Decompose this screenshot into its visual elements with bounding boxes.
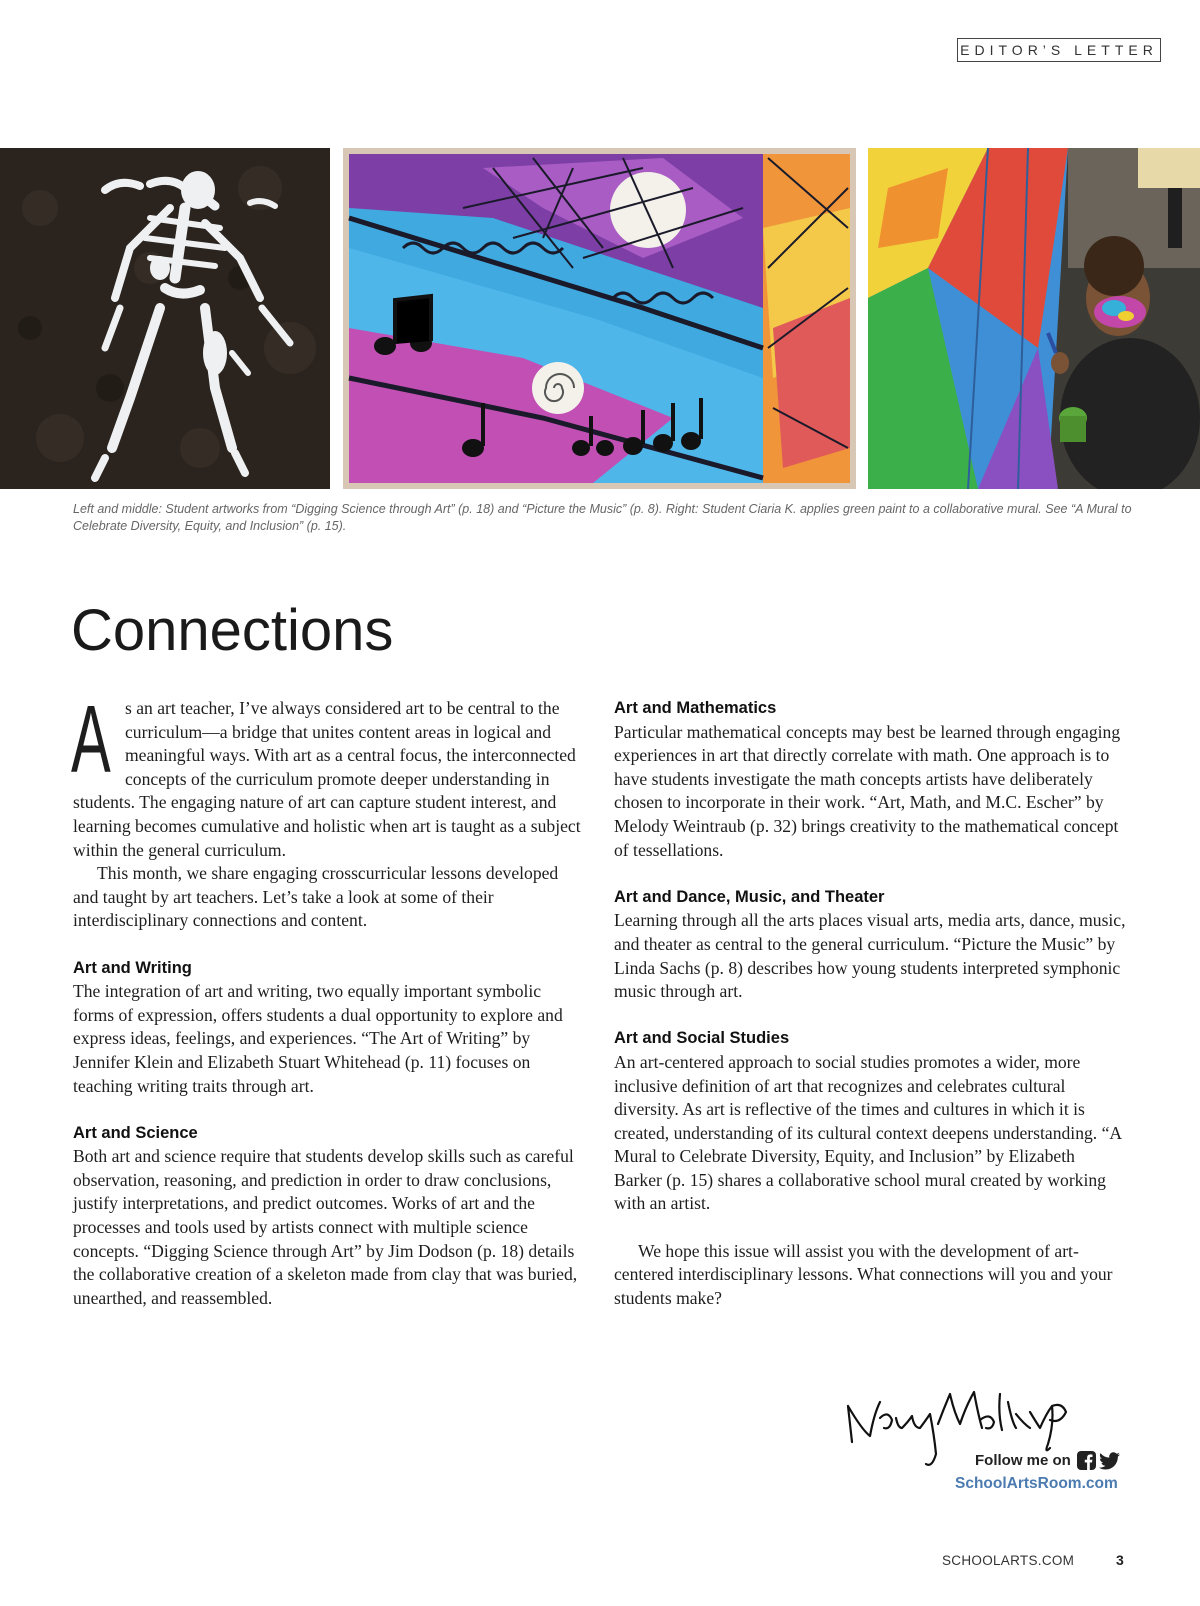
article-column-left (71, 686, 585, 1310)
section-body-writing: The integration of art and writing, two equally important symbolic forms of expression, offers students a dual opportunity to explore and express ideas, feelings, and experiences. “The Art of Writing” by Jennifer Klein and Elizabeth Stuart Whitehead (p. 11) focuses on teaching writing traits through art. (73, 981, 563, 1096)
photo-mural-student (868, 148, 1200, 489)
facebook-icon[interactable] (1077, 1451, 1096, 1470)
intro-paragraph: As an art teacher, I’ve always considered art to be central to the curriculum—a bridge that unites content areas in logical and meaningful ways. With art as a central focus, the interconnected concepts of the curriculum promote deeper understanding in students. The engaging nature of art can capture student interest, and learning becomes cumulative and holistic when art is taught as a subject within the general curriculum. (71, 686, 581, 860)
article-title: Connections (71, 598, 394, 663)
photo-caption: Left and middle: Student artworks from “Digging Science through Art” (p. 18) and “Picture the Music” (p. 8). Right: Student Ciaria K. applies green paint to a collaborative mural. See “A Mural to Celebrate Diversity, Equity, and Inclusion” (p. 15). (73, 502, 1132, 533)
section-body-mathematics: Particular mathematical concepts may best be learned through engaging experiences in art that directly correlate with math. One approach is to have students investigate the math concepts artists have deliberately chosen to incorporate in their work. “Art, Math, and M.C. Escher” by Melody Weintraub (p. 32) brings creativity to the mathematical concept of tessellations. (614, 721, 1121, 860)
section-body-performing-arts: Learning through all the arts places visual arts, media arts, dance, music, and theater as central to the general curriculum. “Picture the Music” by Linda Sachs (p. 8) describes how young students interpreted symphonic music through art. (614, 910, 1126, 1002)
section-heading-mathematics: Art and Mathematics (614, 699, 777, 717)
article-column-right (614, 697, 1126, 1310)
section-body-social-studies: An art-centered approach to social studies promotes a wider, more inclusive definition of art that recognizes and celebrates cultural diversity. As art is reflective of the times and cultures in which it is created, understanding of its cultural context deepens understanding. “A Mural to Celebrate Diversity, Equity, and Inclusion” by Elizabeth Barker (p. 15) shares a collaborative school mural created by working with an artist. (614, 1051, 1122, 1214)
section-heading-social-studies: Art and Social Studies (614, 1029, 790, 1048)
photo-music-painting (343, 148, 856, 489)
twitter-icon[interactable] (1099, 1452, 1120, 1470)
footer-site: SCHOOLARTS.COM (942, 1553, 1075, 1568)
section-tag: EDITOR’S LETTER (957, 38, 1161, 62)
social-icons (1077, 1451, 1120, 1470)
drop-cap: A (71, 686, 111, 793)
page-number: 3 (1116, 1552, 1124, 1568)
photo-clay-skeleton (0, 148, 330, 489)
photo-strip (0, 148, 1200, 489)
follow-label: Follow me on (975, 1452, 1071, 1469)
section-heading-writing: Art and Writing (73, 958, 192, 977)
website-link[interactable]: SchoolArtsRoom.com (955, 1475, 1118, 1492)
follow-me (975, 1451, 1120, 1470)
section-heading-performing-arts: Art and Dance, Music, and Theater (614, 887, 885, 906)
section-heading-science: Art and Science (73, 1123, 198, 1142)
closing-paragraph: We hope this issue will assist you with the development of art-centered interdisciplinary lessons. What connections will you and your students make? (614, 1240, 1113, 1308)
section-body-science: Both art and science require that students develop skills such as careful observation, reasoning, and prediction in order to draw conclusions, justify interpretations, and predict outcomes. Works of art and the processes and tools used by artists connect with multiple science concepts. “Digging Science through Art” by Jim Dodson (p. 18) details the collaborative creation of a skeleton made from clay that was buried, unearthed, and reassembled. (73, 1146, 578, 1308)
intro-paragraph-2: This month, we share engaging crosscurricular lessons developed and taught by art teachers. Let’s take a look at some of their interdisciplinary connections and content. (73, 863, 559, 931)
